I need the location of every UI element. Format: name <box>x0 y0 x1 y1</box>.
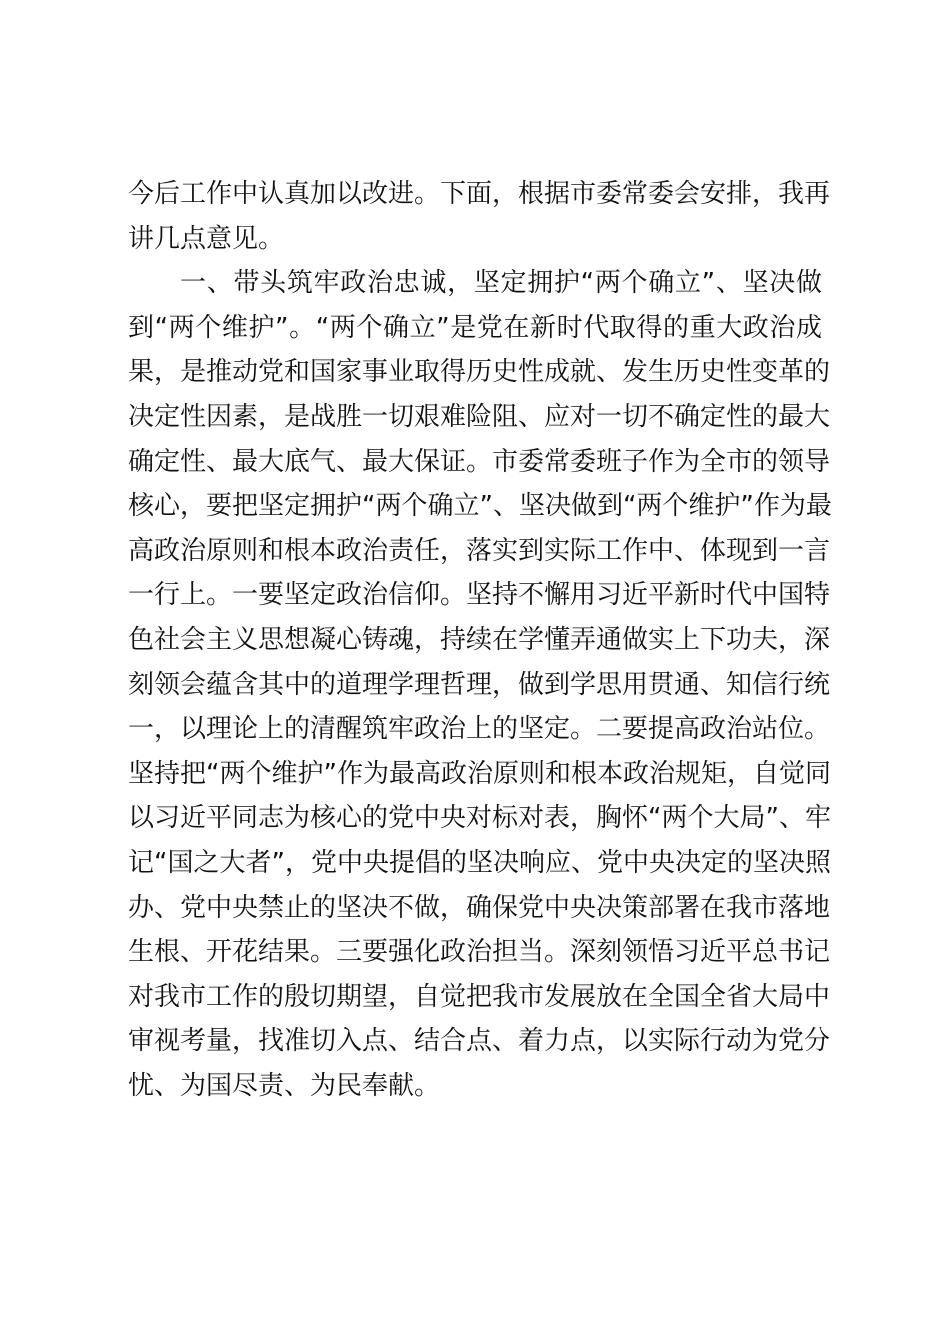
text-line: 一行上。一要坚定政治信仰。坚持不懈用习近平新时代中国特 <box>128 580 831 611</box>
text-line: 果，是推动党和国家事业取得历史性成就、发生历史性变革的 <box>128 357 831 388</box>
text-line: 一，以理论上的清醒筑牢政治上的坚定。二要提高政治站位。 <box>128 714 831 745</box>
text-line: 高政治原则和根本政治责任，落实到实际工作中、体现到一言 <box>128 535 831 566</box>
text-line: 生根、开花结果。三要强化政治担当。深刻领悟习近平总书记 <box>128 937 831 968</box>
text-line: 决定性因素，是战胜一切艰难险阻、应对一切不确定性的最大 <box>128 401 831 432</box>
text-line: 确定性、最大底气、最大保证。市委常委班子作为全市的领导 <box>128 446 831 477</box>
text-line: 记“国之大者”，党中央提倡的坚决响应、党中央决定的坚决照 <box>128 847 831 878</box>
text-line: 以习近平同志为核心的党中央对标对表，胸怀“两个大局”、牢 <box>128 803 831 834</box>
text-line: 今后工作中认真加以改进。下面，根据市委常委会安排，我再 <box>128 179 831 209</box>
text-line: 审视考量，找准切入点、结合点、着力点，以实际行动为党分 <box>128 1026 831 1057</box>
text-line: 坚持把“两个维护”作为最高政治原则和根本政治规矩，自觉同 <box>128 758 831 789</box>
body-text <box>128 172 832 1108</box>
text-line: 核心，要把坚定拥护“两个确立”、坚决做到“两个维护”作为最 <box>128 491 832 522</box>
text-line: 刻领会蕴含其中的道理学理哲理，做到学思用贯通、知信行统 <box>128 669 831 700</box>
text-line: 办、党中央禁止的坚决不做，确保党中央决策部署在我市落地 <box>128 892 831 923</box>
text-line: 忧、为国尽责、为民奉献。 <box>128 1070 441 1101</box>
paragraph <box>128 172 831 261</box>
text-line: 到“两个维护”。“两个确立”是党在新时代取得的重大政治成 <box>128 312 822 343</box>
text-line: 对我市工作的殷切期望，自觉把我市发展放在全国全省大局中 <box>128 981 831 1012</box>
paragraph <box>128 261 832 1108</box>
text-line: 讲几点意见。 <box>128 223 285 254</box>
text-line: 色社会主义思想凝心铸魂，持续在学懂弄通做实上下功夫，深 <box>128 624 831 655</box>
text-line: 一、带头筑牢政治忠诚，坚定拥护“两个确立”、坚决做 <box>180 268 822 299</box>
